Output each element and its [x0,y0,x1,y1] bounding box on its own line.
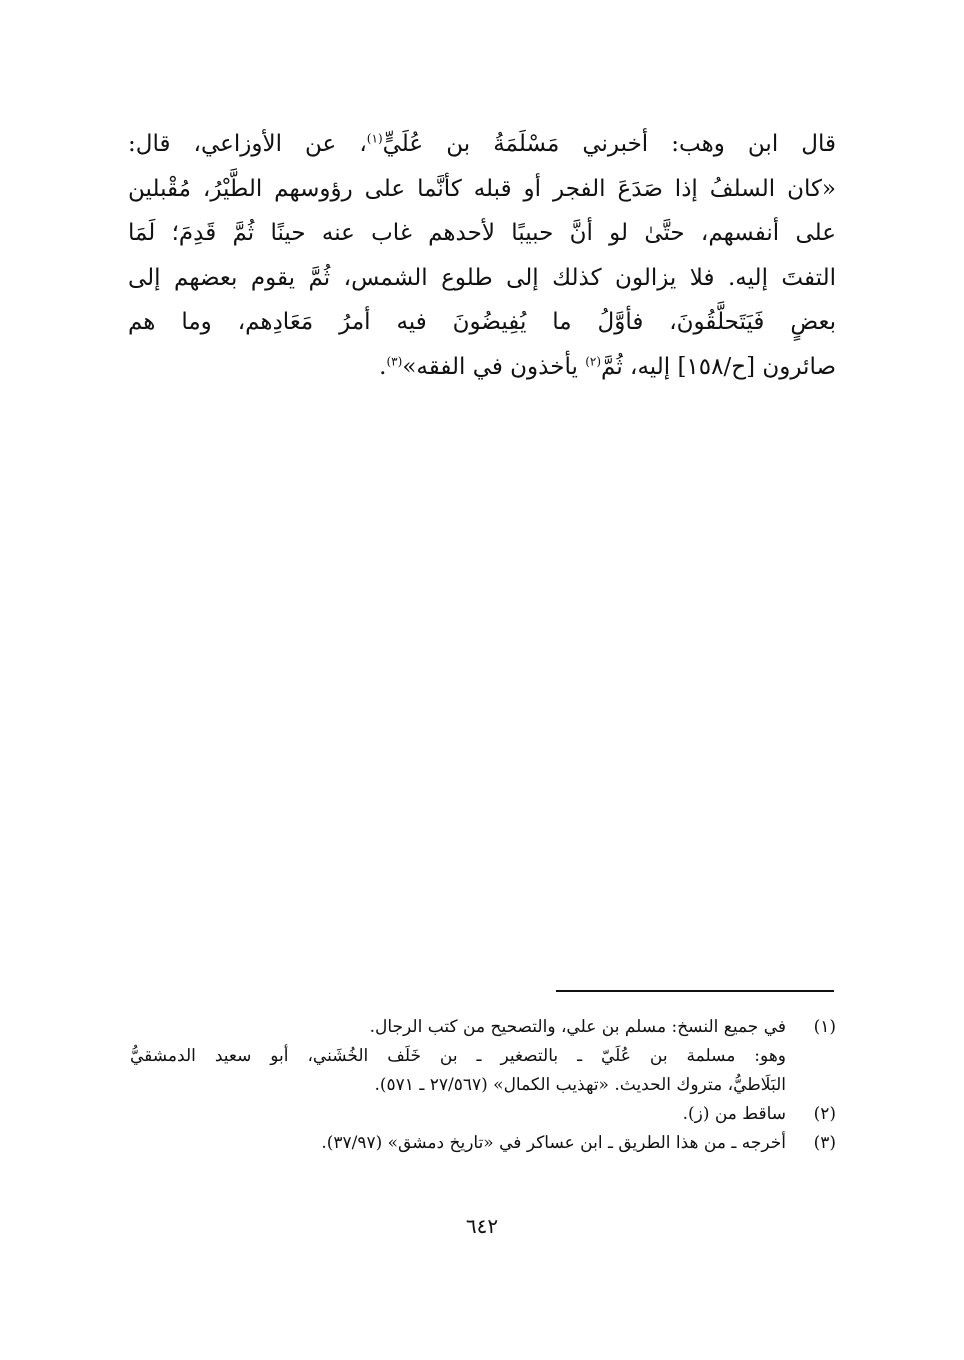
main-text-block [128,122,836,389]
main-text-line [128,300,836,345]
text-segment: قال ابن وهب: أخبرني مَسْلَمَةُ بن عُلَيٍّ [382,131,836,157]
text-segment: . [379,353,387,380]
footnote [130,1100,836,1129]
main-text-line [128,122,836,167]
text-segment: بعضٍ فَيَتَحلَّقُونَ، فأوَّلُ ما يُفِيضُونَ فيه أمرُ مَعَادِهم، وما هم [128,309,836,335]
footnote-separator [556,990,834,992]
text-segment: على أنفسهم، حتَّىٰ لو أنَّ حبيبًا لأحدهم غاب عنه حينًا ثُمَّ قَدِمَ؛ لَمَا [128,220,836,246]
footnote-number: (٣) [813,1133,836,1153]
footnote-marker: (٢) [585,353,602,368]
text-segment: صائرون [ح/١٥٨] إليه، ثُمَّ [601,353,836,380]
footnote [130,1013,836,1100]
footnote-number: (٢) [813,1104,836,1124]
text-segment: ، عن الأوزاعي، قال: [128,131,367,157]
footnote-line: في جميع النسخ: مسلم بن علي، والتصحيح من كتب الرجال. [369,1017,786,1037]
text-segment: «كان السلفُ إذا صَدَعَ الفجر أو قبله كأنَّما على رؤوسهم الطَّيْرُ، مُقْبلين [128,175,836,202]
main-text-line [128,167,836,212]
text-segment: يأخذون في الفقه» [402,353,586,380]
footnote-marker: (١) [366,131,383,146]
footnote-line: أخرجه ـ من هذا الطريق ـ ابن عساكر في «تاريخ دمشق» (٣٧/٩٧). [321,1133,786,1153]
main-text-line [128,256,836,301]
main-text-line [128,211,836,256]
page-number: ٦٤٢ [465,1214,499,1238]
footnotes-block [130,1013,836,1158]
footnote [130,1129,836,1158]
text-segment: التفتَ إليه. فلا يزالون كذلك إلى طلوع الشمس، ثُمَّ يقوم بعضهم إلى [128,264,836,291]
footnote-number: (١) [813,1017,836,1037]
main-text-line [128,345,836,390]
footnote-marker: (٣) [386,353,403,368]
footnote-line: وهو: مسلمة بن عُلَيّ ـ بالتصغير ـ بن خَلَف الخُشَني، أبو سعيد الدمشقيُّ [130,1046,786,1066]
footnote-line: ساقط من (ز). [682,1104,786,1124]
footnote-line: البَلَاطيُّ، متروك الحديث. «تهذيب الكمال» (٢٧/٥٦٧ ـ ٥٧١). [374,1075,786,1095]
